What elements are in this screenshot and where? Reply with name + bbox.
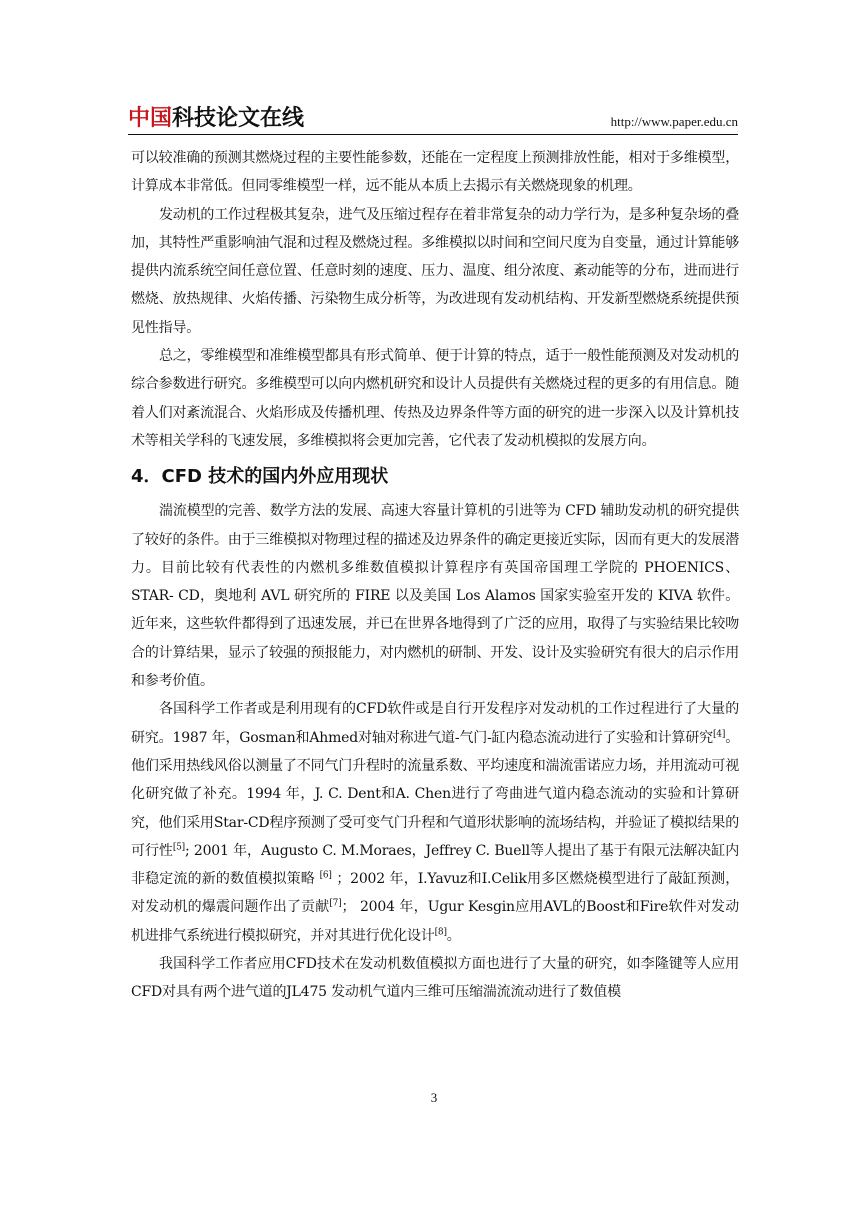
page-header — [128, 106, 738, 136]
citation-4[interactable]: [4] — [713, 728, 726, 739]
paragraph-5: 各国科学工作者或是利用现有的CFD软件或是自行开发程序对发动机的工作过程进行了大量的研究。1987 年，Gosman和Ahmed对轴对称进气道-气门-缸内稳态流动进行了实验和计算研究[4]。他们采用热线风俗以测量了不同气门升程时的流量系数、平均速度和湍流雷诺应力场，并用流动可视化研究做了补充。1994 年，J. C. Dent和A. Chen进行了弯曲进气道内稳态流动的实验和计算研究，他们采用Star-CD程序预测了受可变气门升程和气道形状影响的流场结构，并验证了模拟结果的可行性[5]; 2001 年，Augusto C. M.Moraes，Jeffrey C. Buell等人提出了基于有限元法解决缸内非稳定流的新的数值模拟策略 [6] ；2002 年，I.Yavuz和I.Celik用多区燃烧模型进行了敲缸预测，对发动机的爆震问题作出了贡献[7]； 2004 年，Ugur Kesgin应用AVL的Boost和Fire软件对发动机进排气系统进行模拟研究，并对其进行优化设计[8]。 — [131, 701, 740, 944]
citation-6[interactable]: [6] — [319, 870, 332, 881]
citation-5[interactable]: [5] — [172, 842, 185, 853]
page-number: 3 — [430, 1090, 438, 1105]
paragraph-6: 我国科学工作者应用CFD技术在发动机数值模拟方面也进行了大量的研究，如李隆键等人应用CFD对具有两个进气道的JL475 发动机气道内三维可压缩湍流流动进行了数值模 — [131, 956, 739, 1001]
citation-7[interactable]: [7] — [329, 898, 342, 909]
page-body — [131, 144, 739, 1007]
header-url[interactable]: http://www.paper.edu.cn — [610, 114, 738, 129]
paragraph-3: 总之，零维模型和准维模型都具有形式简单、便于计算的特点，适于一般性能预测及对发动机的综合参数进行研究。多维模型可以向内燃机研究和设计人员提供有关燃烧过程的更多的有用信息。随着人们对紊流混合、火焰形成及传播机理、传热及边界条件等方面的研究的进一步深入以及计算机技术等相关学科的飞速发展，多维模拟将会更加完善，它代表了发动机模拟的发展方向。 — [131, 348, 739, 449]
section-heading: 4．CFD 技术的国内外应用现状 — [131, 466, 389, 488]
paragraph-4: 湍流模型的完善、数学方法的发展、高速大容量计算机的引进等为 CFD 辅助发动机的研究提供了较好的条件。由于三维模拟对物理过程的描述及边界条件的确定更接近实际，因而有更大的发展潜力。目前比较有代表性的内燃机多维数值模拟计算程序有英国帝国理工学院的 PHOENICS、STAR- CD，奥地利 AVL 研究所的 FIRE 以及美国 Los Alamos 国家实验室开发的 KIVA 软件。近年来，这些软件都得到了迅速发展，并已在世界各地得到了广泛的应用，取得了与实验结果比较吻合的计算结果，显示了较强的预报能力，对内燃机的研制、开发、设计及实验研究有很大的启示作用和参考价值。 — [131, 503, 739, 690]
journal-logo: 中国科技论文在线 — [128, 106, 305, 131]
citation-8[interactable]: [8] — [434, 927, 447, 938]
paragraph-2: 发动机的工作过程极其复杂，进气及压缩过程存在着非常复杂的动力学行为，是多种复杂场的叠加，其特性严重影响油气混和过程及燃烧过程。多维模拟以时间和空间尺度为自变量，通过计算能够提供内流系统空间任意位置、任意时刻的速度、压力、温度、组分浓度、紊动能等的分布，进而进行燃烧、放热规律、火焰传播、污染物生成分析等，为改进现有发动机结构、开发新型燃烧系统提供预见性指导。 — [131, 206, 739, 336]
header-divider — [128, 134, 738, 135]
paragraph-1: 可以较准确的预测其燃烧过程的主要性能参数，还能在一定程度上预测排放性能，相对于多维模型，计算成本非常低。但同零维模型一样，远不能从本质上去揭示有关燃烧现象的机理。 — [131, 150, 739, 195]
